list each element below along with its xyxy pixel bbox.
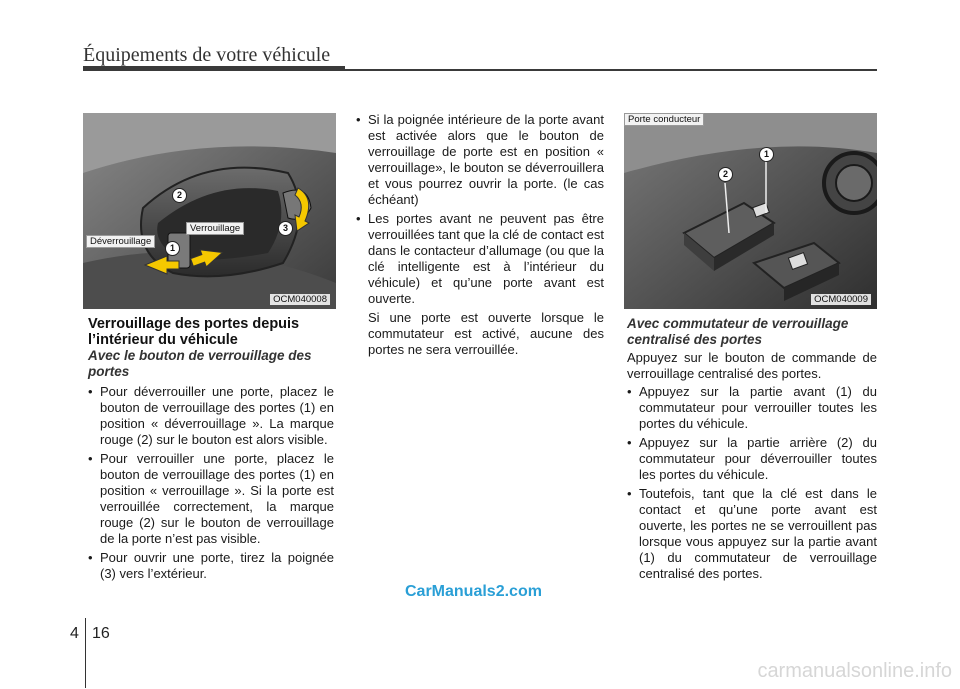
section-title: Verrouillage des portes depuis l’intérieur du véhicule — [88, 316, 300, 348]
list-item: • Pour verrouiller une porte, placez le bouton de verrouillage des portes (1) en position « verrouillage ». Si la porte est verrouillée correctement, la marque rouge (2) sur le bouton de verrouillage de la porte n’est pas visible. — [88, 451, 334, 547]
right-intro: Appuyez sur le bouton de commande de verrouillage centralisé des portes. — [627, 350, 877, 381]
callout-unlock: Déverrouillage — [86, 235, 155, 248]
list-item: • Appuyez sur la partie arrière (2) du commutateur pour déverrouiller toutes les portes du véhicule. — [627, 435, 877, 483]
list-item: • Si la poignée intérieure de la porte avant est activée alors que le bouton de verrouillage de porte est en position « verrouillage», le bouton se déverrouillera et vous pourrez ouvrir la porte. (le cas échéant) — [356, 112, 604, 208]
marker-1: 1 — [759, 147, 774, 162]
marker-2: 2 — [718, 167, 733, 182]
left-column — [88, 316, 334, 585]
right-bullet-list — [627, 384, 877, 582]
callout-driver-door: Porte conducteur — [624, 113, 704, 126]
figure-door-handle — [83, 113, 336, 309]
page-number: 16 — [92, 625, 110, 642]
chapter-number: 4 — [70, 625, 79, 642]
middle-continuation: Si une porte est ouverte lorsque le commutateur est activé, aucune des portes ne sera verrouillée. — [368, 310, 604, 357]
list-item: • Les portes avant ne peuvent pas être verrouillées tant que la clé de contact est dans le contacteur d’allumage (ou que la clé intelligente est à l’intérieur du véhicule) et qu’une porte avant est ouverte. — [356, 211, 604, 307]
list-item: • Toutefois, tant que la clé est dans le contact et qu’une porte avant est ouverte, les portes ne se verrouillent pas lorsque vous appuyez sur la partie avant (1) du commutateur de verrouillage centralisé des portes. — [627, 486, 877, 582]
header-rule-thick — [83, 66, 345, 71]
middle-bullet-list — [356, 112, 604, 307]
figure-switch-panel — [624, 113, 877, 309]
door-handle-illustration — [83, 113, 336, 309]
section-subtitle: Avec le bouton de verrouillage des portes — [88, 348, 312, 379]
list-item: • Appuyez sur la partie avant (1) du commutateur pour verrouiller toutes les portes du véhicule. — [627, 384, 877, 432]
carmanuals-watermark[interactable]: CarManuals2.com — [405, 583, 542, 600]
list-item: • Pour ouvrir une porte, tirez la poignée (3) vers l’extérieur. — [88, 550, 334, 582]
figure-code: OCM040009 — [811, 294, 871, 305]
middle-column — [356, 110, 604, 358]
right-column — [627, 316, 877, 585]
chapter-title: Équipements de votre véhicule — [83, 44, 331, 66]
callout-lock: Verrouillage — [186, 222, 244, 235]
footer-divider — [85, 618, 86, 688]
left-bullet-list — [88, 384, 334, 582]
marker-1: 1 — [165, 241, 180, 256]
site-watermark: carmanualsonline.info — [757, 660, 952, 682]
lock-switch-illustration — [624, 113, 877, 309]
header-rule-thin — [345, 69, 877, 71]
list-item: • Pour déverrouiller une porte, placez le bouton de verrouillage des portes (1) en position « déverrouillage ». La marque rouge (2) sur le bouton est alors visible. — [88, 384, 334, 448]
marker-2: 2 — [172, 188, 187, 203]
figure-code: OCM040008 — [270, 294, 330, 305]
right-subtitle: Avec commutateur de verrouillage centralisé des portes — [627, 316, 849, 347]
marker-3: 3 — [278, 221, 293, 236]
